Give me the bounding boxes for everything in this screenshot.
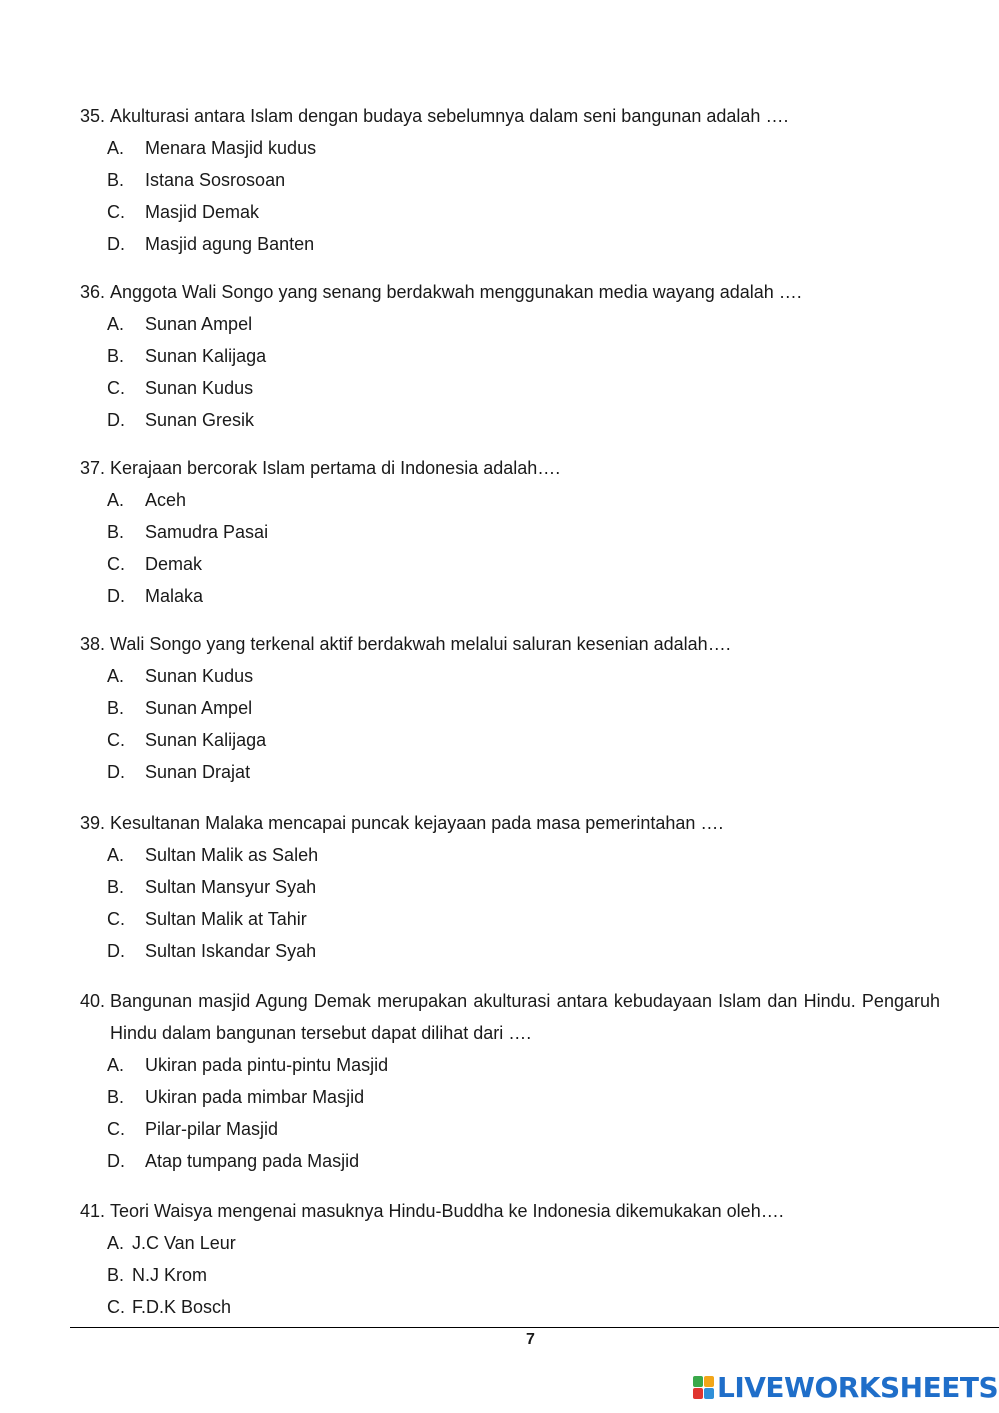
option-b[interactable]	[80, 1081, 940, 1113]
option-letter: B.	[107, 170, 125, 190]
question-36	[80, 276, 940, 436]
option-letter: C.	[107, 730, 125, 750]
option-text: Sunan Ampel	[145, 698, 253, 718]
question-38	[80, 628, 940, 788]
question-text	[80, 985, 940, 1049]
option-letter: A.	[107, 138, 125, 158]
option-a[interactable]	[80, 132, 940, 164]
page-number: 7	[526, 1331, 535, 1348]
question-body: Anggota Wali Songo yang senang berdakwah menggunakan media wayang adalah ….	[110, 282, 802, 302]
option-b[interactable]	[80, 1259, 940, 1291]
option-letter: D.	[107, 941, 125, 961]
option-c[interactable]	[80, 903, 940, 935]
option-d[interactable]	[80, 756, 940, 788]
option-a[interactable]	[80, 660, 940, 692]
question-39	[80, 807, 940, 967]
option-letter: B.	[107, 346, 125, 366]
option-text: Sunan Kalijaga	[145, 346, 267, 366]
option-letter: C.	[107, 1297, 125, 1317]
question-body: Teori Waisya mengenai masuknya Hindu-Buddha ke Indonesia dikemukakan oleh….	[110, 1201, 784, 1221]
option-text: Pilar-pilar Masjid	[145, 1119, 279, 1139]
option-a[interactable]	[80, 484, 940, 516]
option-text: Sultan Malik at Tahir	[145, 909, 307, 929]
option-text: Sunan Kudus	[145, 666, 254, 686]
option-b[interactable]	[80, 692, 940, 724]
option-text: Demak	[145, 554, 203, 574]
question-41	[80, 1195, 940, 1323]
option-letter: C.	[107, 1119, 125, 1139]
option-text: N.J Krom	[132, 1265, 208, 1285]
option-letter: B.	[107, 1087, 125, 1107]
option-letter: A.	[107, 845, 125, 865]
option-a[interactable]	[80, 839, 940, 871]
option-letter: A.	[107, 666, 125, 686]
question-body: Bangunan masjid Agung Demak merupakan akulturasi antara kebudayaan Islam dan Hindu. Pengaruh Hindu dalam bangunan tersebut dapat dilihat dari ….	[110, 991, 940, 1043]
option-text: Istana Sosrosoan	[145, 170, 286, 190]
question-body: Akulturasi antara Islam dengan budaya sebelumnya dalam seni bangunan adalah ….	[110, 106, 789, 126]
option-text: Sunan Kalijaga	[145, 730, 267, 750]
option-letter: D.	[107, 1151, 125, 1171]
option-text: Samudra Pasai	[145, 522, 269, 542]
option-c[interactable]	[80, 1113, 940, 1145]
option-text: Aceh	[145, 490, 187, 510]
logo-text: LIVEWORKSHEETS	[717, 1371, 999, 1404]
option-b[interactable]	[80, 164, 940, 196]
question-text	[80, 1195, 940, 1227]
logo-block	[704, 1376, 714, 1387]
option-b[interactable]	[80, 516, 940, 548]
question-number: 40.	[80, 991, 106, 1011]
question-body: Kesultanan Malaka mencapai puncak kejayaan pada masa pemerintahan ….	[110, 813, 724, 833]
option-letter: D.	[107, 762, 125, 782]
option-letter: B.	[107, 522, 125, 542]
option-letter: A.	[107, 1055, 125, 1075]
option-a[interactable]	[80, 1227, 940, 1259]
option-letter: C.	[107, 202, 125, 222]
option-a[interactable]	[80, 308, 940, 340]
option-letter: C.	[107, 378, 125, 398]
option-d[interactable]	[80, 1145, 940, 1177]
question-number: 39.	[80, 813, 106, 833]
logo-blocks-icon	[693, 1376, 714, 1400]
question-40	[80, 985, 940, 1177]
option-text: Sunan Gresik	[145, 410, 255, 430]
question-35	[80, 100, 940, 260]
option-text: Sultan Mansyur Syah	[145, 877, 317, 897]
option-letter: B.	[107, 1265, 125, 1285]
option-c[interactable]	[80, 1291, 940, 1323]
question-text	[80, 452, 940, 484]
option-text: Sultan Iskandar Syah	[145, 941, 317, 961]
liveworksheets-logo[interactable]	[693, 1372, 998, 1404]
logo-block	[693, 1388, 703, 1399]
option-text: Masjid Demak	[145, 202, 260, 222]
footer-divider	[70, 1327, 999, 1328]
option-text: Sultan Malik as Saleh	[145, 845, 319, 865]
logo-block	[693, 1376, 703, 1387]
question-number: 41.	[80, 1201, 106, 1221]
option-b[interactable]	[80, 871, 940, 903]
option-c[interactable]	[80, 548, 940, 580]
question-body: Wali Songo yang terkenal aktif berdakwah melalui saluran kesenian adalah….	[110, 634, 731, 654]
logo-block	[704, 1388, 714, 1399]
option-letter: A.	[107, 314, 125, 334]
option-d[interactable]	[80, 580, 940, 612]
option-text: Sunan Ampel	[145, 314, 253, 334]
question-text	[80, 628, 940, 660]
question-number: 36.	[80, 282, 106, 302]
option-letter: B.	[107, 877, 125, 897]
question-text	[80, 807, 940, 839]
option-text: Masjid agung Banten	[145, 234, 315, 254]
option-text: F.D.K Bosch	[132, 1297, 232, 1317]
option-d[interactable]	[80, 404, 940, 436]
option-letter: B.	[107, 698, 125, 718]
question-37	[80, 452, 940, 612]
question-body: Kerajaan bercorak Islam pertama di Indonesia adalah….	[110, 458, 561, 478]
question-number: 37.	[80, 458, 106, 478]
option-a[interactable]	[80, 1049, 940, 1081]
question-text	[80, 100, 940, 132]
option-text: Sunan Kudus	[145, 378, 254, 398]
option-letter: C.	[107, 554, 125, 574]
option-d[interactable]	[80, 228, 940, 260]
option-text: Sunan Drajat	[145, 762, 251, 782]
option-letter: A.	[107, 1233, 125, 1253]
option-text: Ukiran pada mimbar Masjid	[145, 1087, 365, 1107]
option-letter: C.	[107, 909, 125, 929]
option-letter: D.	[107, 586, 125, 606]
question-text	[80, 276, 940, 308]
option-letter: D.	[107, 234, 125, 254]
option-b[interactable]	[80, 340, 940, 372]
option-text: Menara Masjid kudus	[145, 138, 317, 158]
option-c[interactable]	[80, 724, 940, 756]
option-c[interactable]	[80, 196, 940, 228]
option-text: Atap tumpang pada Masjid	[145, 1151, 360, 1171]
question-number: 38.	[80, 634, 106, 654]
option-text: Malaka	[145, 586, 204, 606]
option-letter: A.	[107, 490, 125, 510]
option-letter: D.	[107, 410, 125, 430]
option-d[interactable]	[80, 935, 940, 967]
option-c[interactable]	[80, 372, 940, 404]
question-number: 35.	[80, 106, 106, 126]
option-text: J.C Van Leur	[132, 1233, 236, 1253]
option-text: Ukiran pada pintu-pintu Masjid	[145, 1055, 389, 1075]
